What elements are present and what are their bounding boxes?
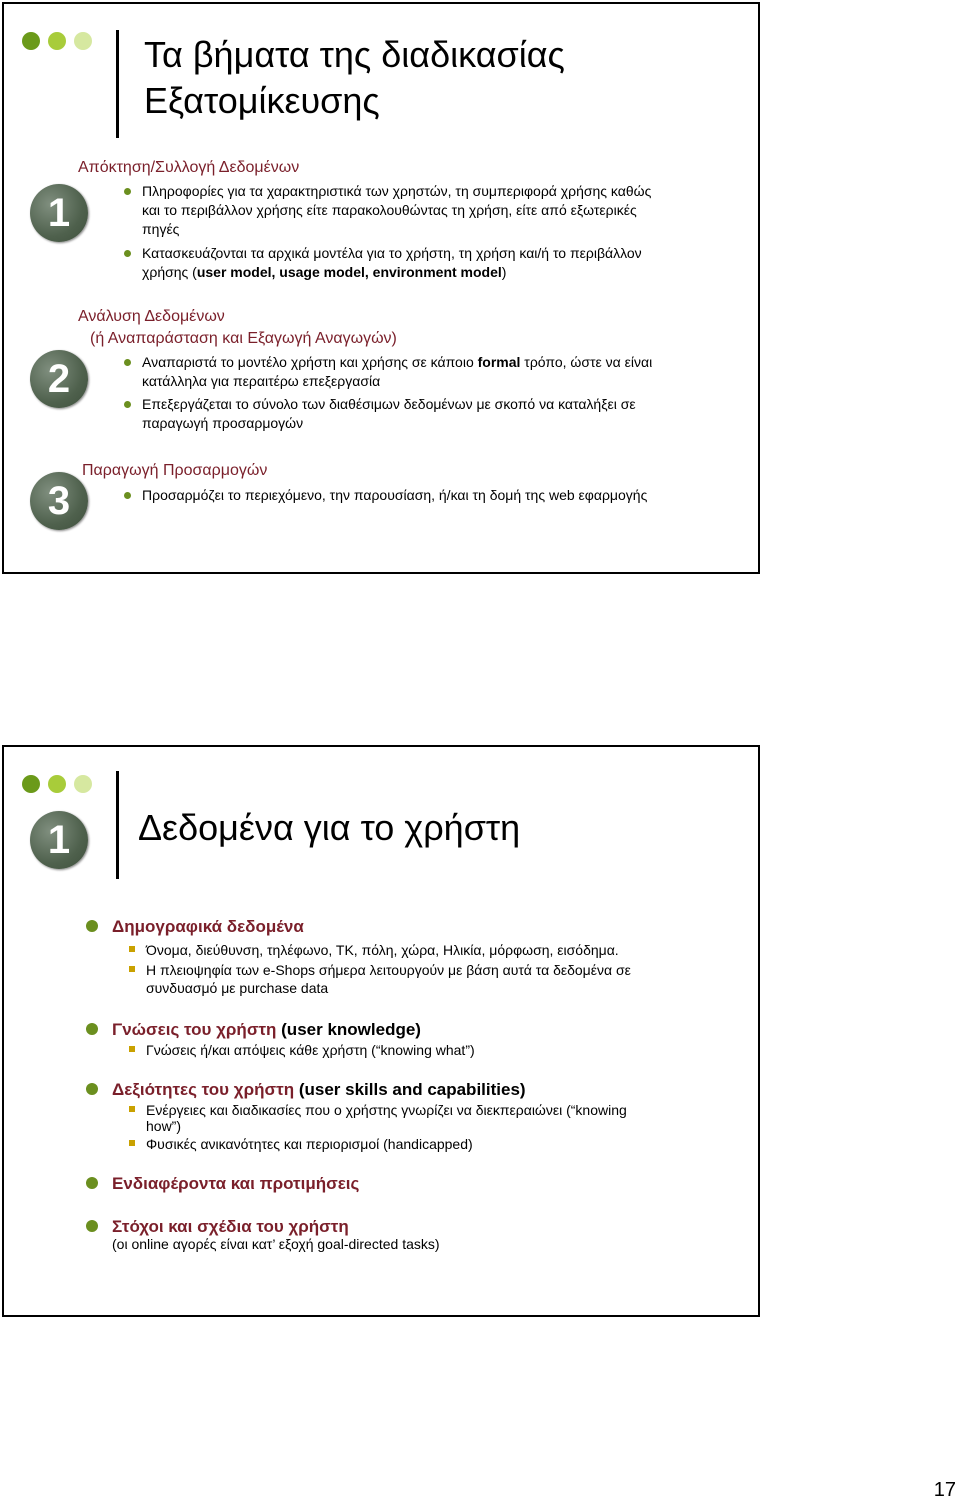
dot-light <box>74 775 92 793</box>
step-2-heading-2: (ή Αναπαράσταση και Εξαγωγή Αναγωγών) <box>90 330 397 347</box>
title-line-2: Εξατομίκευσης <box>144 80 380 121</box>
text-line: Προσαρμόζει το περιεχόμενο, την παρουσίαση, ή/και τη δομή της web εφαρμογής <box>142 487 648 503</box>
step-1-heading: Απόκτηση/Συλλογή Δεδομένων <box>78 159 300 176</box>
item-heading: Δημογραφικά δεδομένα <box>112 917 304 936</box>
square-bullet <box>129 1106 135 1112</box>
text-line: παραγωγή προσαρμογών <box>142 415 304 431</box>
item-goals <box>112 1216 349 1237</box>
text-bold: user model, usage model, environment model <box>196 264 502 280</box>
text-line: και το περιβάλλον χρήσης είτε παρακολουθώντας τη χρήση, είτε από εξωτερικές <box>142 202 637 218</box>
item-heading-suffix: (user skills and capabilities) <box>294 1080 526 1099</box>
step-badge-3: 3 <box>30 472 88 530</box>
bullet-dot <box>124 359 131 366</box>
page-number: 17 <box>933 1479 956 1501</box>
dot-mid <box>48 32 66 50</box>
step-1-bullet-2 <box>142 244 742 282</box>
sub-item <box>146 961 631 979</box>
sub-text: Γνώσεις ή/και απόψεις κάθε χρήστη (“knowing what”) <box>146 1042 475 1058</box>
bullet-dot <box>124 401 131 408</box>
sub-text: Φυσικές ανικανότητες και περιορισμοί (handicapped) <box>146 1136 473 1152</box>
step-3-bullet-1 <box>142 486 742 505</box>
step-2-bullet-2 <box>142 395 742 433</box>
sub-text-continued: συνδυασμό με purchase data <box>146 980 329 996</box>
title-divider <box>116 771 119 879</box>
text-bold: formal <box>477 354 521 370</box>
item-interests <box>112 1173 359 1194</box>
title-divider <box>116 30 119 138</box>
slide-1 <box>2 2 760 574</box>
text-part: χρήσης ( <box>142 264 197 280</box>
text-line <box>142 263 742 282</box>
bullet-dot <box>86 1023 98 1035</box>
step-badge-2: 2 <box>30 350 88 408</box>
sub-item <box>146 1135 473 1153</box>
bullet-dot <box>124 188 131 195</box>
item-heading: Γνώσεις του χρήστη <box>112 1020 277 1039</box>
step-1-bullet-1 <box>142 182 742 239</box>
dot-light <box>74 32 92 50</box>
slide-title: Δεδομένα για το χρήστη <box>138 807 521 848</box>
step-2-bullet-1 <box>142 353 742 391</box>
item-heading-suffix: (user knowledge) <box>276 1020 421 1039</box>
item-user-knowledge <box>112 1019 421 1040</box>
dot-dark <box>22 775 40 793</box>
square-bullet <box>129 1140 135 1146</box>
step-2-heading-1: Ανάλυση Δεδομένων <box>78 308 225 325</box>
bullet-dot <box>86 920 98 932</box>
sub-text-continued: how”) <box>146 1118 182 1134</box>
bullet-dot <box>86 1220 98 1232</box>
sub-item <box>146 1041 475 1059</box>
square-bullet <box>129 1046 135 1052</box>
text-part: ) <box>501 264 507 280</box>
text-line: Πληροφορίες για τα χαρακτηριστικά των χρηστών, τη συμπεριφορά χρήσης καθώς <box>142 183 652 199</box>
section-badge-1: 1 <box>30 811 88 869</box>
text-line: Κατασκευάζονται τα αρχικά μοντέλα για το χρήστη, τη χρήση και/ή το περιβάλλον <box>142 245 642 261</box>
sub-item <box>146 941 619 959</box>
text-part: Αναπαριστά το μοντέλο χρήστη και χρήσης σε κάποιο <box>142 354 478 370</box>
sub-text: Η πλειοψηφία των e-Shops σήμερα λειτουργούν με βάση αυτά τα δεδομένα σε <box>146 962 631 978</box>
sub-item <box>146 1101 627 1119</box>
step-badge-1: 1 <box>30 184 88 242</box>
item-heading: Στόχοι και σχέδια του χρήστη <box>112 1217 349 1236</box>
bullet-dot <box>124 250 131 257</box>
slide-2 <box>2 745 760 1317</box>
square-bullet <box>129 946 135 952</box>
text-line: κατάλληλα για περαιτέρω επεξεργασία <box>142 373 381 389</box>
square-bullet <box>129 966 135 972</box>
step-3-heading: Παραγωγή Προσαρμογών <box>82 462 268 479</box>
sub-text: Ενέργειες και διαδικασίες που ο χρήστης γνωρίζει να διεκπεραιώνει (“knowing <box>146 1102 627 1118</box>
text-line: πηγές <box>142 221 180 237</box>
bullet-dot <box>124 492 131 499</box>
item-note: (οι online αγορές είναι κατ’ εξοχή goal-directed tasks) <box>112 1236 440 1252</box>
slide-title <box>144 32 565 124</box>
item-heading: Δεξιότητες του χρήστη <box>112 1080 295 1099</box>
sub-text: Όνομα, διεύθυνση, τηλέφωνο, ΤΚ, πόλη, χώρα, Ηλικία, μόρφωση, εισόδημα. <box>146 942 619 958</box>
text-line: Επεξεργάζεται το σύνολο των διαθέσιμων δεδομένων με σκοπό να καταλήξει σε <box>142 396 636 412</box>
dot-dark <box>22 32 40 50</box>
text-line <box>142 353 742 372</box>
item-heading: Ενδιαφέροντα και προτιμήσεις <box>112 1174 360 1193</box>
title-line-1: Τα βήματα της διαδικασίας <box>144 34 565 75</box>
bullet-dot <box>86 1177 98 1189</box>
item-demographics <box>112 916 304 937</box>
text-part: τρόπο, ώστε να είναι <box>520 354 653 370</box>
dot-mid <box>48 775 66 793</box>
item-user-skills <box>112 1079 526 1100</box>
bullet-dot <box>86 1083 98 1095</box>
